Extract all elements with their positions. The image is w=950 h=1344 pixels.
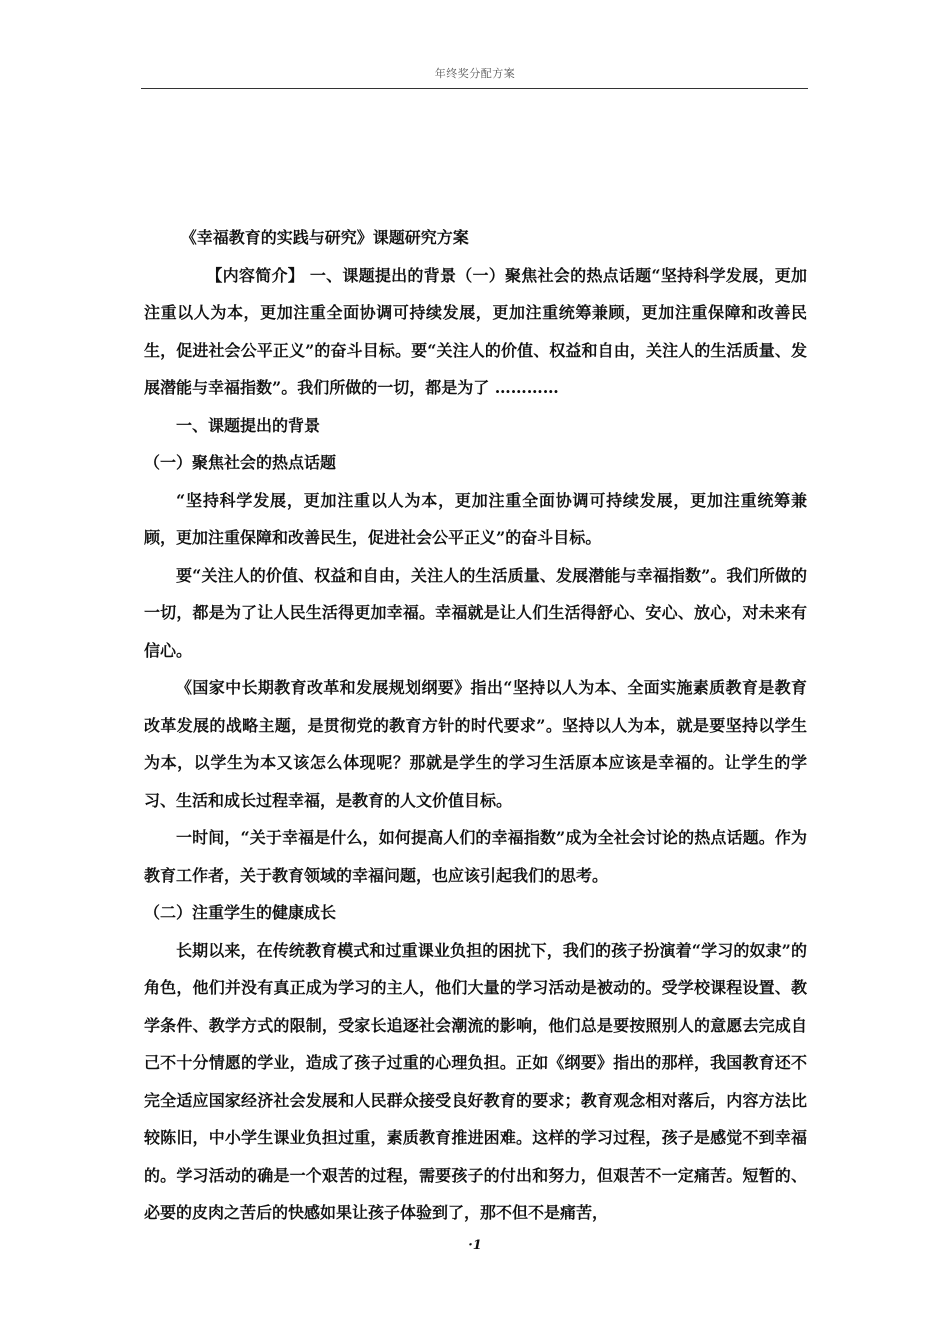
header-divider bbox=[141, 88, 808, 89]
document-title: 《幸福教育的实践与研究》课题研究方案 bbox=[180, 228, 469, 247]
page-header-title: 年终奖分配方案 bbox=[434, 67, 516, 80]
paragraph: “坚持科学发展，更加注重以人为本，更加注重全面协调可持续发展，更加注重统筹兼顾，更加注重保障和改善民生，促进社会公平正义”的奋斗目标。 bbox=[144, 490, 807, 547]
paragraph: 《国家中长期教育改革和发展规划纲要》指出“坚持以人为本、全面实施素质教育是教育改革发展的战略主题，是贯彻党的教育方针的时代要求”。坚持以人为本，就是要坚持以学生为本，以学生为本又该怎么体现呢？那就是学生的学习生活原本应该是幸福的。让学生的学习、生活和成长过程幸福，是教育的人文价值目标。 bbox=[144, 678, 807, 810]
paragraph: 要“关注人的价值、权益和自由，关注人的生活质量、发展潜能与幸福指数”。我们所做的一切，都是为了让人民生活得更加幸福。幸福就是让人们生活得舒心、安心、放心，对未来有信心。 bbox=[144, 565, 807, 660]
content-summary: 【内容简介】 一、课题提出的背景（一）聚焦社会的热点话题“坚持科学发展，更加注重以人为本，更加注重全面协调可持续发展，更加注重统筹兼顾，更加注重保障和改善民生，促进社会公平正义”的奋斗目标。要“关注人的价值、权益和自由，关注人的生活质量、发展潜能与幸福指数”。我们所做的一切，都是为了 ………… bbox=[144, 265, 807, 397]
subsection-heading-student-growth: （二）注重学生的健康成长 bbox=[144, 903, 337, 922]
paragraph: 一时间，“关于幸福是什么，如何提高人们的幸福指数”成为全社会讨论的热点话题。作为教育工作者，关于教育领域的幸福问题，也应该引起我们的思考。 bbox=[144, 828, 807, 885]
section-heading-background: 一、课题提出的背景 bbox=[176, 415, 321, 435]
subsection-heading-hot-topic: （一）聚焦社会的热点话题 bbox=[144, 453, 337, 472]
document-body bbox=[144, 219, 807, 1232]
paragraph: 长期以来，在传统教育模式和过重课业负担的困扰下，我们的孩子扮演着“学习的奴隶”的角色，他们并没有真正成为学习的主人，他们大量的学习活动是被动的。受学校课程设置、教学条件、教学方式的限制，受家长追逐社会潮流的影响，他们总是要按照别人的意愿去完成自己不十分情愿的学业，造成了孩子过重的心理负担。正如《纲要》指出的那样，我国教育还不完全适应国家经济社会发展和人民群众接受良好教育的要求；教育观念相对落后，内容方法比较陈旧，中小学生课业负担过重，素质教育推进困难。这样的学习过程，孩子是感觉不到幸福的。学习活动的确是一个艰苦的过程，需要孩子的付出和努力，但艰苦不一定痛苦。短暂的、必要的皮肉之苦后的快感如果让孩子体验到了，那不但不是痛苦， bbox=[144, 940, 807, 1222]
page-number: ·1 bbox=[468, 1238, 482, 1253]
